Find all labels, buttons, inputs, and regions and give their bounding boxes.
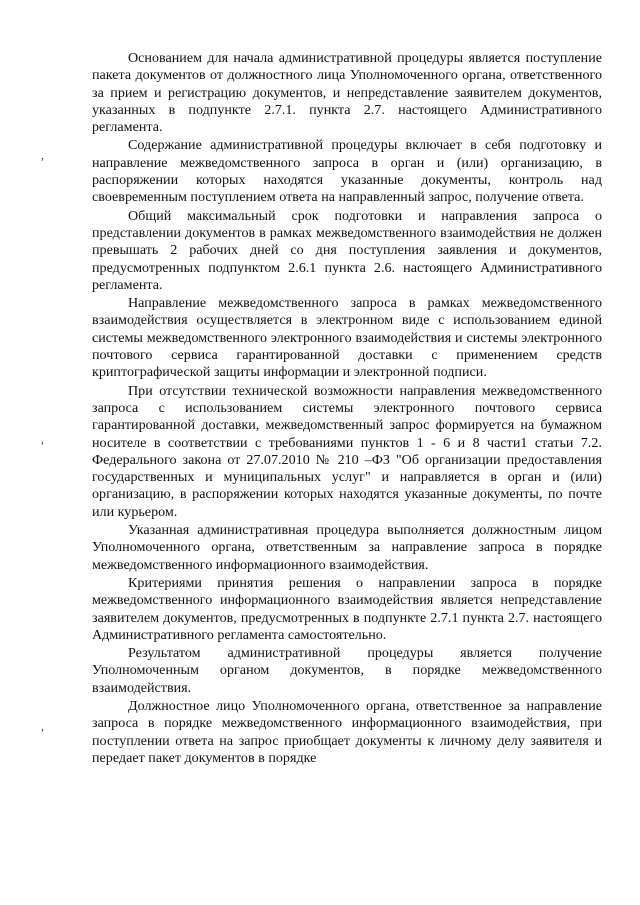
paragraph: Должностное лицо Уполномоченного органа, ответственное за направление запроса в порядке межведомственного информационного взаимодействия, при поступлении ответа на запрос приобщает документы к личному делу заявителя и передает пакет документов в порядке: [92, 697, 602, 766]
paragraph: При отсутствии технической возможности направления межведомственного запроса с использованием системы электронного почтового сервиса гарантированной доставки, межведомственный запрос формируется на бумажном носителе в соответствии с требованиями пунктов 1 - 6 и 8 части1 статьи 7.2. Федерального закона от 27.07.2010 № 210 –ФЗ "Об организации предоставления государственных и муниципальных услуг" и направляется в орган и (или) организацию, в распоряжении которых находятся указанные документы, по почте или курьером.: [92, 382, 602, 520]
paragraph: Общий максимальный срок подготовки и направления запроса о представлении документов в рамках межведомственного взаимодействия не должен превышать 2 рабочих дней со дня поступления заявления и документов, предусмотренных подпунктом 2.6.1 пункта 2.6. настоящего Административного регламента.: [92, 207, 602, 293]
document-body: [92, 50, 602, 768]
paragraph: Критериями принятия решения о направлении запроса в порядке межведомственного информационного взаимодействия является непредставление заявителем документов, предусмотренных в подпункте 2.7.1 пункта 2.7. настоящего Административного регламента самостоятельно.: [92, 574, 602, 643]
paragraph: Направление межведомственного запроса в рамках межведомственного взаимодействия осуществляется в электронном виде с использованием единой системы межведомственного электронного взаимодействия и системы электронного почтового сервиса гарантированной доставки с применением средств криптографической защиты информации и электронной подписи.: [92, 295, 602, 381]
paragraph: Основанием для начала административной процедуры является поступление пакета документов от должностного лица Уполномоченного органа, ответственного за прием и регистрацию документов, и непредставление заявителем документов, указанных в подпункте 2.7.1. пункта 2.7. настоящего Административного регламента.: [92, 50, 602, 136]
paragraph: Содержание административной процедуры включает в себя подготовку и направление межведомственного запроса в орган и (или) организацию, в распоряжении которых находятся указанные документы, контроль над своевременным поступлением ответа на направленный запрос, получение ответа.: [92, 137, 602, 206]
paragraph: Указанная административная процедура выполняется должностным лицом Уполномоченного органа, ответственным за направление запроса в порядке межведомственного информационного взаимодействия.: [92, 522, 602, 573]
margin-mark: ,: [41, 432, 44, 446]
paragraph: Результатом административной процедуры является получение Уполномоченным органом документов, в порядке межведомственного взаимодействия.: [92, 645, 602, 696]
margin-mark: ,: [41, 148, 44, 162]
margin-mark: ,: [41, 719, 44, 733]
